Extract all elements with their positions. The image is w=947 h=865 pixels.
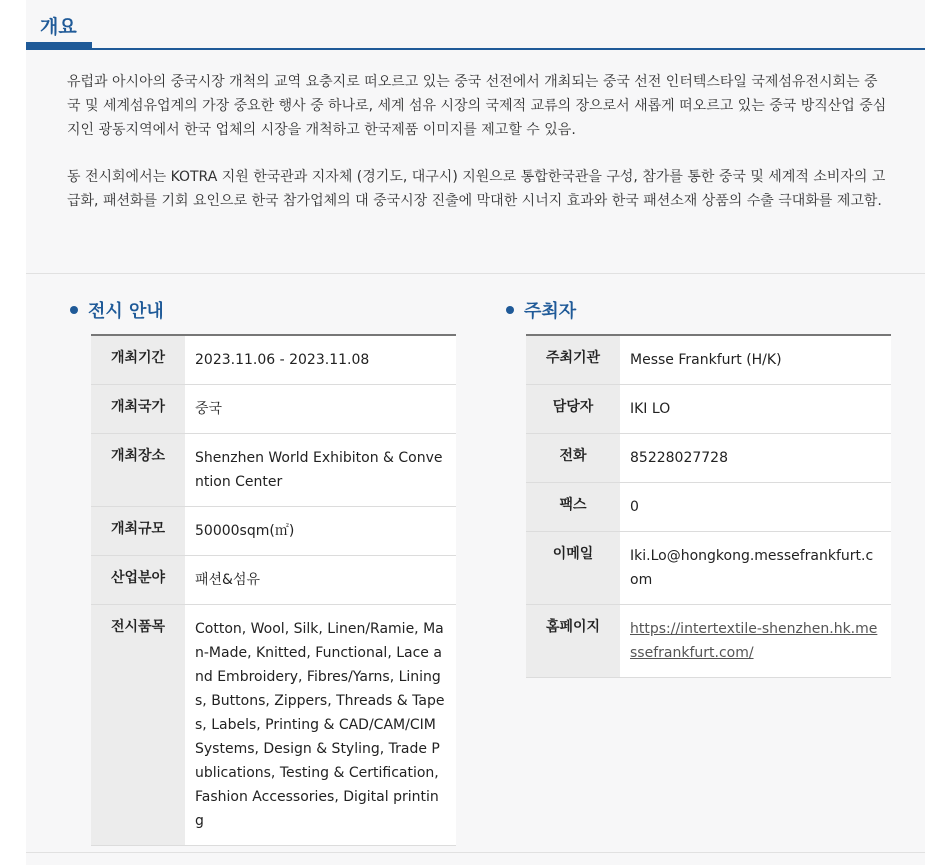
organizer-info-table — [526, 334, 891, 678]
exhibition-info-table — [91, 334, 456, 846]
tab-overview[interactable]: 개요 — [40, 16, 77, 38]
table-row — [91, 385, 456, 434]
row-label: 개최규모 — [91, 507, 185, 556]
table-row — [526, 605, 891, 678]
row-value: 중국 — [185, 385, 456, 434]
row-label: 전화 — [526, 434, 620, 483]
row-value: IKI LO — [620, 385, 891, 434]
organizer-section-title — [506, 297, 576, 323]
row-label: 개최장소 — [91, 434, 185, 507]
overview-paragraph: 동 전시회에서는 KOTRA 지원 한국관과 지자체 (경기도, 대구시) 지원으로 통합한국관을 구성, 참가를 통한 중국 및 세계적 소비자의 고급화, 패션화를 기회 요인으로 한국 참가업체의 대 중국시장 진출에 막대한 시너지 효과와 한국 패션소재 상품의 수출 극대화를 제고함. — [67, 169, 886, 209]
row-label: 전시품목 — [91, 605, 185, 846]
table-row — [526, 532, 891, 605]
table-row — [91, 335, 456, 385]
row-value: 패션&섬유 — [185, 556, 456, 605]
row-value: Cotton, Wool, Silk, Linen/Ramie, Man-Made, Knitted, Functional, Lace and Embroidery, Fibres/Yarns, Linings, Buttons, Zippers, Threads & Tapes, Labels, Printing & CAD/CAM/CIM Systems, Design & Styling, Trade Publications, Testing & Certification, Fashion Accessories, Digital printing — [185, 605, 456, 846]
row-label: 담당자 — [526, 385, 620, 434]
row-value: 85228027728 — [620, 434, 891, 483]
tab-bar — [26, 0, 925, 50]
bullet-icon — [506, 306, 514, 314]
table-row — [526, 385, 891, 434]
row-label: 홈페이지 — [526, 605, 620, 678]
table-row — [526, 483, 891, 532]
organizer-title-text: 주최자 — [524, 301, 577, 322]
table-row — [91, 434, 456, 507]
table-row — [526, 335, 891, 385]
exhibition-section-title — [70, 297, 164, 323]
table-row — [91, 605, 456, 846]
row-label: 산업분야 — [91, 556, 185, 605]
table-row — [526, 434, 891, 483]
table-row — [91, 556, 456, 605]
table-row — [91, 507, 456, 556]
row-label: 팩스 — [526, 483, 620, 532]
row-label: 주최기관 — [526, 335, 620, 385]
active-tab-indicator — [26, 42, 92, 48]
section-divider — [26, 852, 925, 853]
overview-paragraph: 유럽과 아시아의 중국시장 개척의 교역 요충지로 떠오르고 있는 중국 선전에서 개최되는 중국 선전 인터텍스타일 국제섬유전시회는 중국 및 세계섬유업계의 가장 중요한 행사 중 하나로, 세계 섬유 시장의 국제적 교류의 장으로서 새롭게 떠오르고 있는 중국 방직산업 중심지인 광동지역에서 한국 업체의 시장을 개척하고 한국제품 이미지를 제고할 수 있음. — [67, 74, 887, 138]
overview-text — [67, 70, 887, 236]
homepage-link[interactable]: https://intertextile-shenzhen.hk.messefrankfurt.com/ — [630, 621, 878, 661]
row-label: 이메일 — [526, 532, 620, 605]
row-value: Shenzhen World Exhibiton & Convention Center — [185, 434, 456, 507]
row-value: 2023.11.06 - 2023.11.08 — [185, 335, 456, 385]
bullet-icon — [70, 306, 78, 314]
row-value: 50000sqm(㎡) — [185, 507, 456, 556]
row-value: 0 — [620, 483, 891, 532]
row-label: 개최국가 — [91, 385, 185, 434]
row-value: Messe Frankfurt (H/K) — [620, 335, 891, 385]
section-divider — [26, 273, 925, 274]
row-label: 개최기간 — [91, 335, 185, 385]
row-value — [620, 605, 891, 678]
row-value: Iki.Lo@hongkong.messefrankfurt.com — [620, 532, 891, 605]
exhibition-title-text: 전시 안내 — [88, 301, 164, 322]
